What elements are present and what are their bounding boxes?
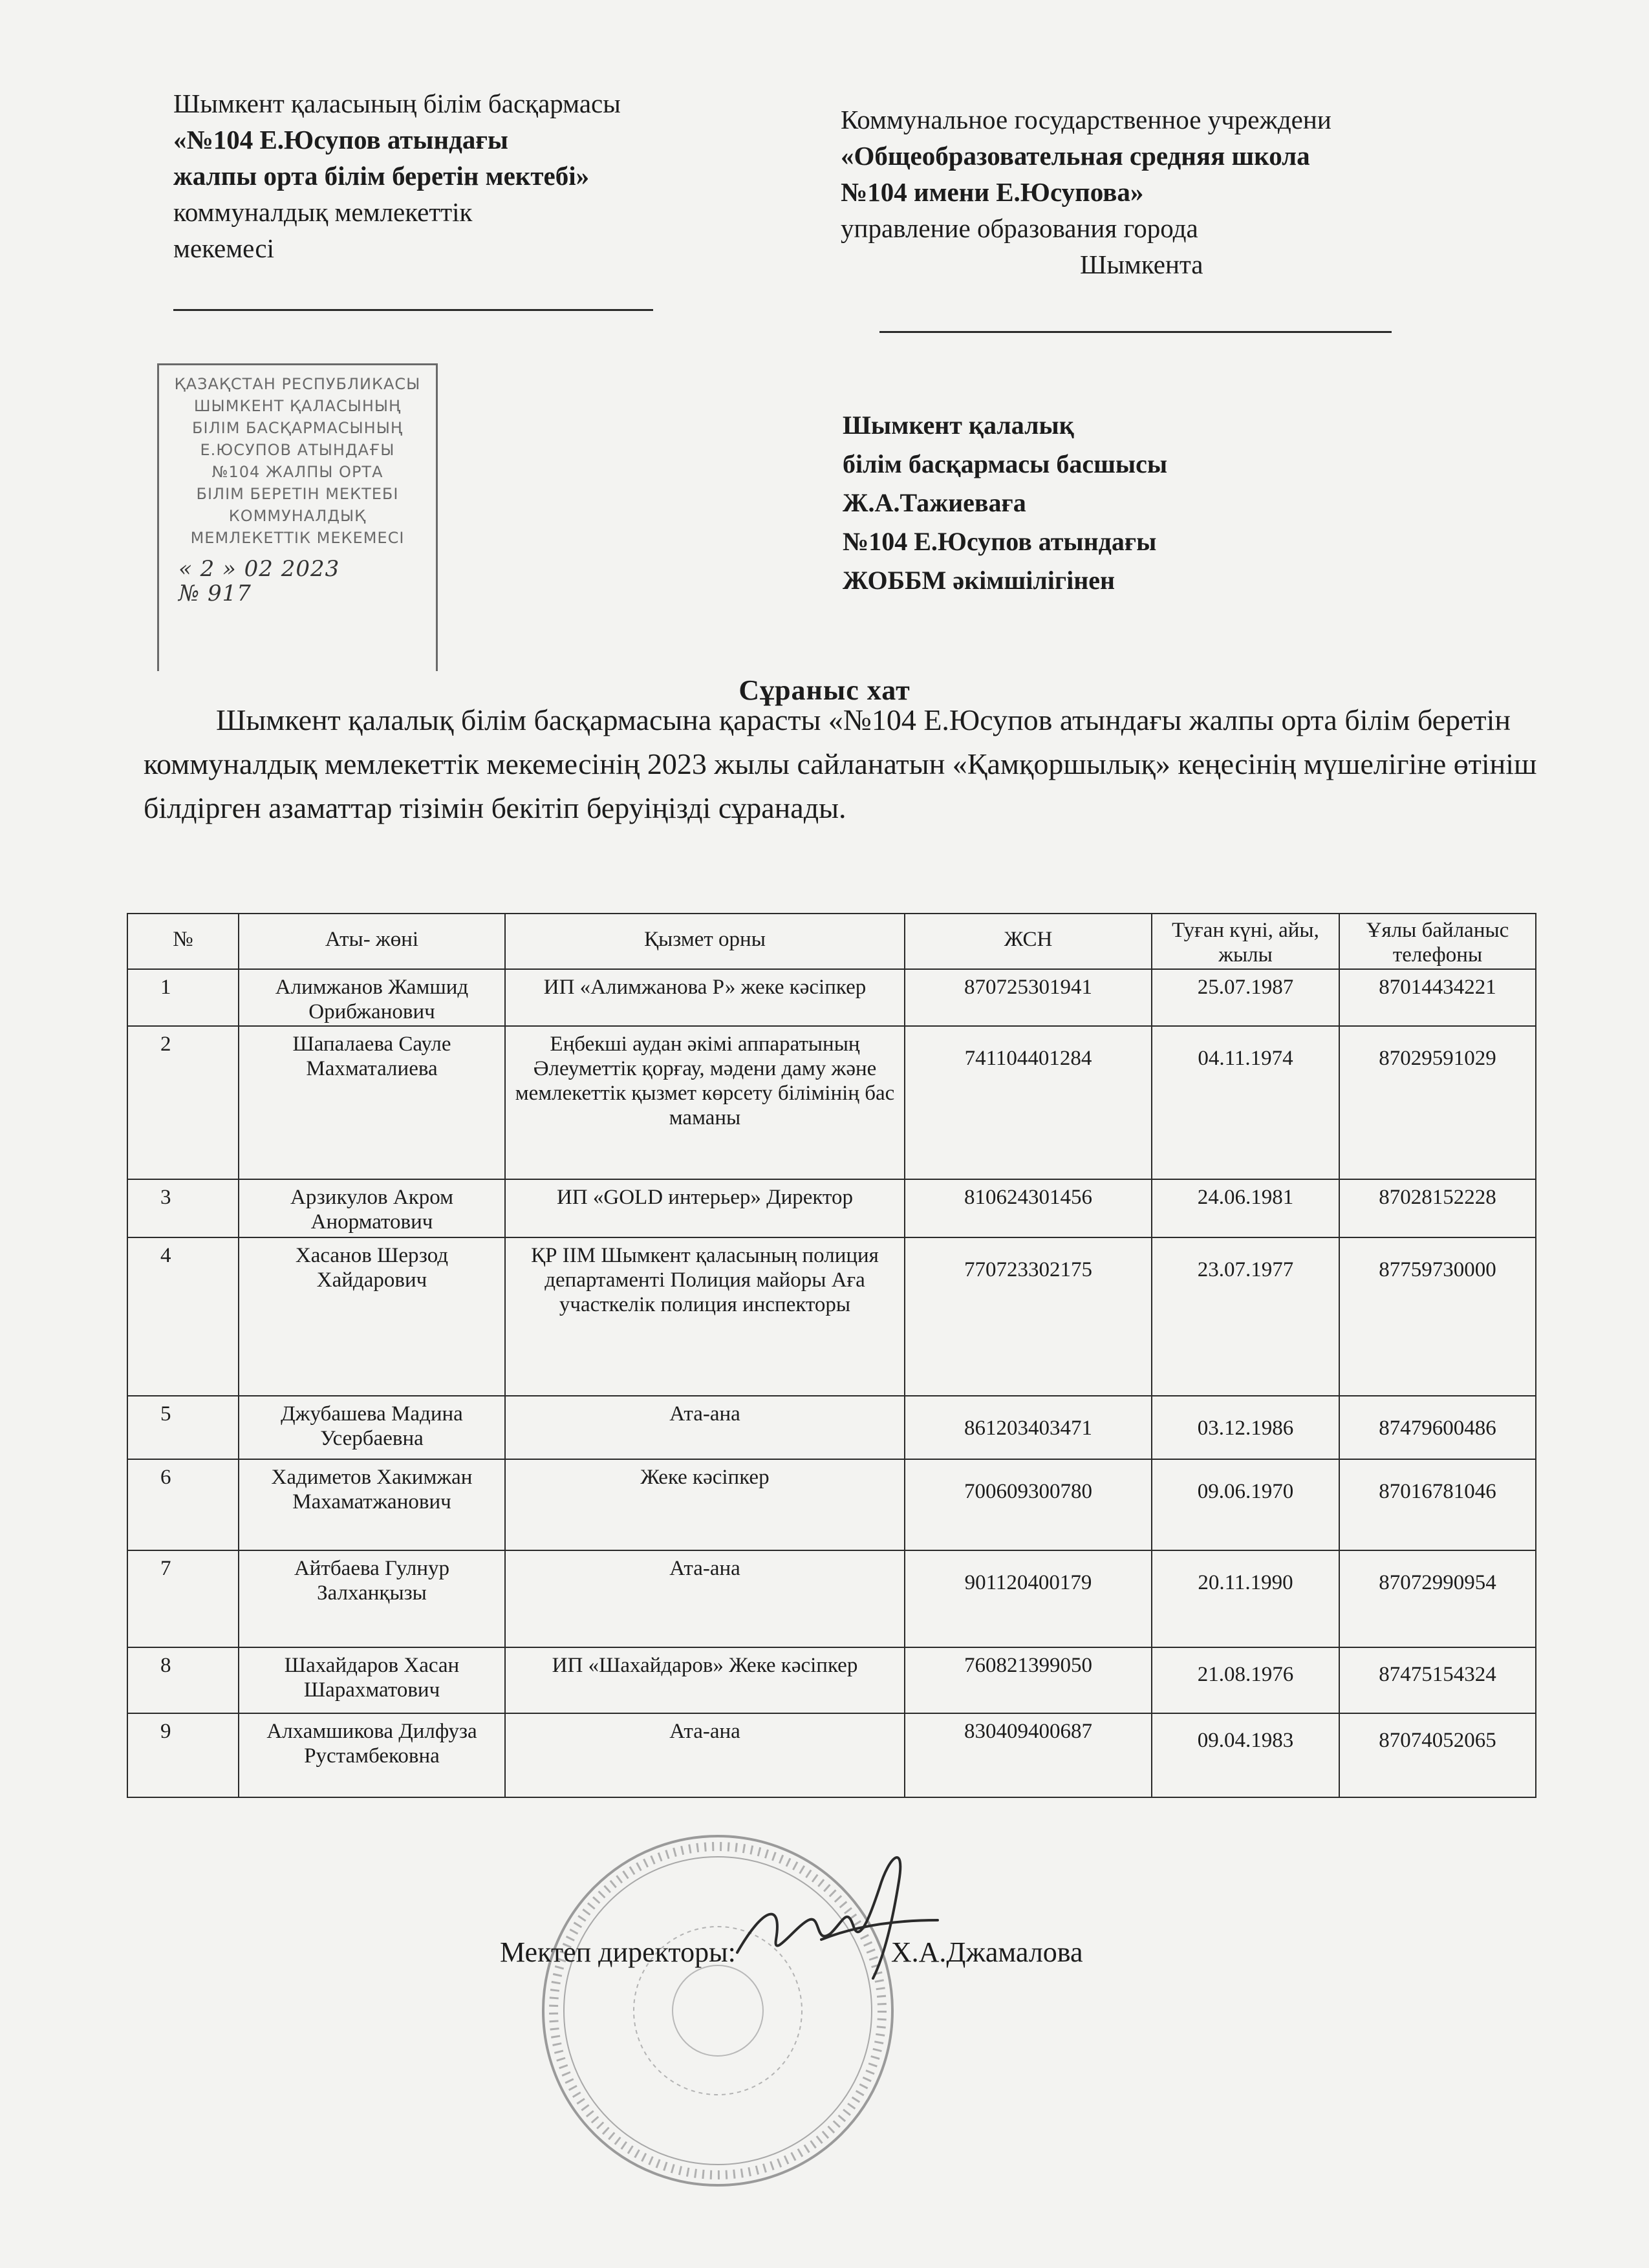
table-row bbox=[127, 1459, 1536, 1550]
cell-number: 3 bbox=[127, 1179, 239, 1237]
addressee-line2: білім басқармасы басшысы bbox=[843, 449, 1168, 478]
cell-phone: 87074052065 bbox=[1339, 1713, 1536, 1797]
header-left-line4: коммуналдық мемлекеттік bbox=[173, 197, 473, 227]
header-right-line2: «Общеобразовательная средняя школа bbox=[841, 141, 1310, 171]
cell-number: 7 bbox=[127, 1550, 239, 1647]
header-right-line1: Коммунальное государственное учреждени bbox=[841, 105, 1331, 134]
cell-name: Хасанов Шерзод Хайдарович bbox=[239, 1237, 505, 1396]
cell-name: Арзикулов Акром Анорматович bbox=[239, 1179, 505, 1237]
cell-work: Жеке кәсіпкер bbox=[505, 1459, 905, 1550]
cell-dob: 25.07.1987 bbox=[1152, 969, 1339, 1026]
header-left-line5: мекемесі bbox=[173, 233, 274, 263]
cell-dob: 20.11.1990 bbox=[1152, 1550, 1339, 1647]
cell-work: ИП «GOLD интерьер» Директор bbox=[505, 1179, 905, 1237]
signature-scribble-icon bbox=[724, 1830, 944, 1998]
cell-name: Айтбаева Гулнур Залханқызы bbox=[239, 1550, 505, 1647]
cell-phone: 87014434221 bbox=[1339, 969, 1536, 1026]
cell-dob: 23.07.1977 bbox=[1152, 1237, 1339, 1396]
header-left-line1: Шымкент қаласының білім басқармасы bbox=[173, 89, 621, 118]
cell-iin: 770723302175 bbox=[905, 1237, 1152, 1396]
cell-iin: 700609300780 bbox=[905, 1459, 1152, 1550]
signature-name: Х.А.Джамалова bbox=[890, 1936, 1083, 1968]
cell-iin: 870725301941 bbox=[905, 969, 1152, 1026]
table-row bbox=[127, 1179, 1536, 1237]
cell-dob: 21.08.1976 bbox=[1152, 1647, 1339, 1713]
stamp-line6: БІЛІМ БЕРЕТІН МЕКТЕБІ bbox=[196, 485, 399, 503]
table-row bbox=[127, 1237, 1536, 1396]
stamp-line3: БІЛІМ БАСҚАРМАСЫНЫҢ bbox=[192, 419, 403, 437]
stamp-line8: МЕМЛЕКЕТТІК МЕКЕМЕСІ bbox=[190, 529, 405, 547]
cell-name: Шахайдаров Хасан Шарахматович bbox=[239, 1647, 505, 1713]
header-right-line3: №104 имени Е.Юсупова» bbox=[841, 177, 1144, 207]
cell-dob: 09.04.1983 bbox=[1152, 1713, 1339, 1797]
stamp-line7: КОММУНАЛДЫҚ bbox=[228, 507, 367, 525]
col-header-work: Қызмет орны bbox=[505, 914, 905, 969]
cell-dob: 09.06.1970 bbox=[1152, 1459, 1339, 1550]
col-header-dob: Туған күні, айы, жылы bbox=[1152, 914, 1339, 969]
header-left-line2: «№104 Е.Юсупов атындағы bbox=[173, 125, 508, 155]
stamp-date: « 2 » 02 2023 bbox=[178, 556, 340, 582]
cell-dob: 03.12.1986 bbox=[1152, 1396, 1339, 1459]
cell-name: Шапалаева Сауле Махматалиева bbox=[239, 1026, 505, 1179]
cell-work: Еңбекші аудан әкімі аппаратының Әлеуметтік қорғау, мәдени даму және мемлекеттік қызмет көрсету білімінің бас маманы bbox=[505, 1026, 905, 1179]
col-header-iin: ЖСН bbox=[905, 914, 1152, 969]
addressee-block bbox=[843, 406, 1425, 600]
cell-work: ИП «Шахайдаров» Жеке кәсіпкер bbox=[505, 1647, 905, 1713]
cell-phone: 87475154324 bbox=[1339, 1647, 1536, 1713]
cell-phone: 87016781046 bbox=[1339, 1459, 1536, 1550]
table-header-row bbox=[127, 914, 1536, 969]
cell-work: Ата-ана bbox=[505, 1550, 905, 1647]
cell-work: Ата-ана bbox=[505, 1713, 905, 1797]
table-row bbox=[127, 1713, 1536, 1797]
cell-number: 9 bbox=[127, 1713, 239, 1797]
cell-iin: 760821399050 bbox=[905, 1647, 1152, 1713]
header-right-line4: управление образования города bbox=[841, 213, 1198, 243]
addressee-line5: ЖОББМ әкімшілігінен bbox=[843, 566, 1116, 595]
cell-iin: 810624301456 bbox=[905, 1179, 1152, 1237]
cell-number: 2 bbox=[127, 1026, 239, 1179]
stamp-line4: Е.ЮСУПОВ АТЫНДАҒЫ bbox=[200, 441, 395, 459]
cell-iin: 861203403471 bbox=[905, 1396, 1152, 1459]
cell-iin: 901120400179 bbox=[905, 1550, 1152, 1647]
table-row bbox=[127, 1550, 1536, 1647]
addressee-line1: Шымкент қалалық bbox=[843, 411, 1074, 440]
cell-phone: 87028152228 bbox=[1339, 1179, 1536, 1237]
cell-phone: 87072990954 bbox=[1339, 1550, 1536, 1647]
cell-work: ҚР ІІМ Шымкент қаласының полиция департаменті Полиция майоры Аға участкелік полиция инспекторы bbox=[505, 1237, 905, 1396]
cell-number: 4 bbox=[127, 1237, 239, 1396]
col-header-number: № bbox=[127, 914, 239, 969]
cell-iin: 830409400687 bbox=[905, 1713, 1152, 1797]
col-header-phone: Ұялы байланыс телефоны bbox=[1339, 914, 1536, 969]
stamp-line1: ҚАЗАҚСТАН РЕСПУБЛИКАСЫ bbox=[174, 375, 421, 393]
cell-phone: 87759730000 bbox=[1339, 1237, 1536, 1396]
stamp-number: № 917 bbox=[178, 581, 252, 606]
request-body: Шымкент қалалық білім басқармасына қарасты «№104 Е.Юсупов атындағы жалпы орта білім беретін коммуналдық мемлекеттік мекемесінің 2023 жылы сайланатын «Қамқоршылық» кеңесінің мүшелігіне өтініш білдірген азаматтар тізімін бекітіп беруіңізді сұранады. bbox=[144, 703, 1537, 824]
addressee-line4: №104 Е.Юсупов атындағы bbox=[843, 527, 1157, 556]
addressee-line3: Ж.А.Тажиеваға bbox=[843, 488, 1026, 517]
cell-dob: 04.11.1974 bbox=[1152, 1026, 1339, 1179]
table-row bbox=[127, 1026, 1536, 1179]
table-row bbox=[127, 1396, 1536, 1459]
cell-name: Алхамшикова Дилфуза Рустамбековна bbox=[239, 1713, 505, 1797]
cell-phone: 87479600486 bbox=[1339, 1396, 1536, 1459]
cell-work: Ата-ана bbox=[505, 1396, 905, 1459]
header-left bbox=[173, 85, 665, 266]
table-row bbox=[127, 969, 1536, 1026]
header-right-divider bbox=[879, 331, 1392, 333]
cell-name: Алимжанов Жамшид Орибжанович bbox=[239, 969, 505, 1026]
table-row bbox=[127, 1647, 1536, 1713]
cell-iin: 741104401284 bbox=[905, 1026, 1152, 1179]
signature-role: Мектеп директоры: bbox=[500, 1936, 736, 1968]
cell-number: 6 bbox=[127, 1459, 239, 1550]
members-table bbox=[127, 913, 1535, 1798]
cell-number: 8 bbox=[127, 1647, 239, 1713]
cell-name: Джубашева Мадина Усербаевна bbox=[239, 1396, 505, 1459]
cell-number: 1 bbox=[127, 969, 239, 1026]
registration-stamp bbox=[157, 363, 438, 671]
cell-dob: 24.06.1981 bbox=[1152, 1179, 1339, 1237]
stamp-line2: ШЫМКЕНТ ҚАЛАСЫНЫҢ bbox=[193, 397, 402, 415]
header-right-line5: Шымкента bbox=[1080, 250, 1203, 279]
header-left-line3: жалпы орта білім беретін мектебі» bbox=[173, 161, 590, 191]
document-title: Сұраныс хат bbox=[738, 674, 911, 706]
signature-line bbox=[500, 1936, 1083, 1969]
col-header-name: Аты- жөні bbox=[239, 914, 505, 969]
stamp-line5: №104 ЖАЛПЫ ОРТА bbox=[211, 463, 383, 481]
cell-number: 5 bbox=[127, 1396, 239, 1459]
cell-name: Хадиметов Хакимжан Махаматжанович bbox=[239, 1459, 505, 1550]
cell-work: ИП «Алимжанова Р» жеке кәсіпкер bbox=[505, 969, 905, 1026]
header-left-divider bbox=[173, 309, 653, 311]
cell-phone: 87029591029 bbox=[1339, 1026, 1536, 1179]
header-right bbox=[841, 102, 1455, 283]
